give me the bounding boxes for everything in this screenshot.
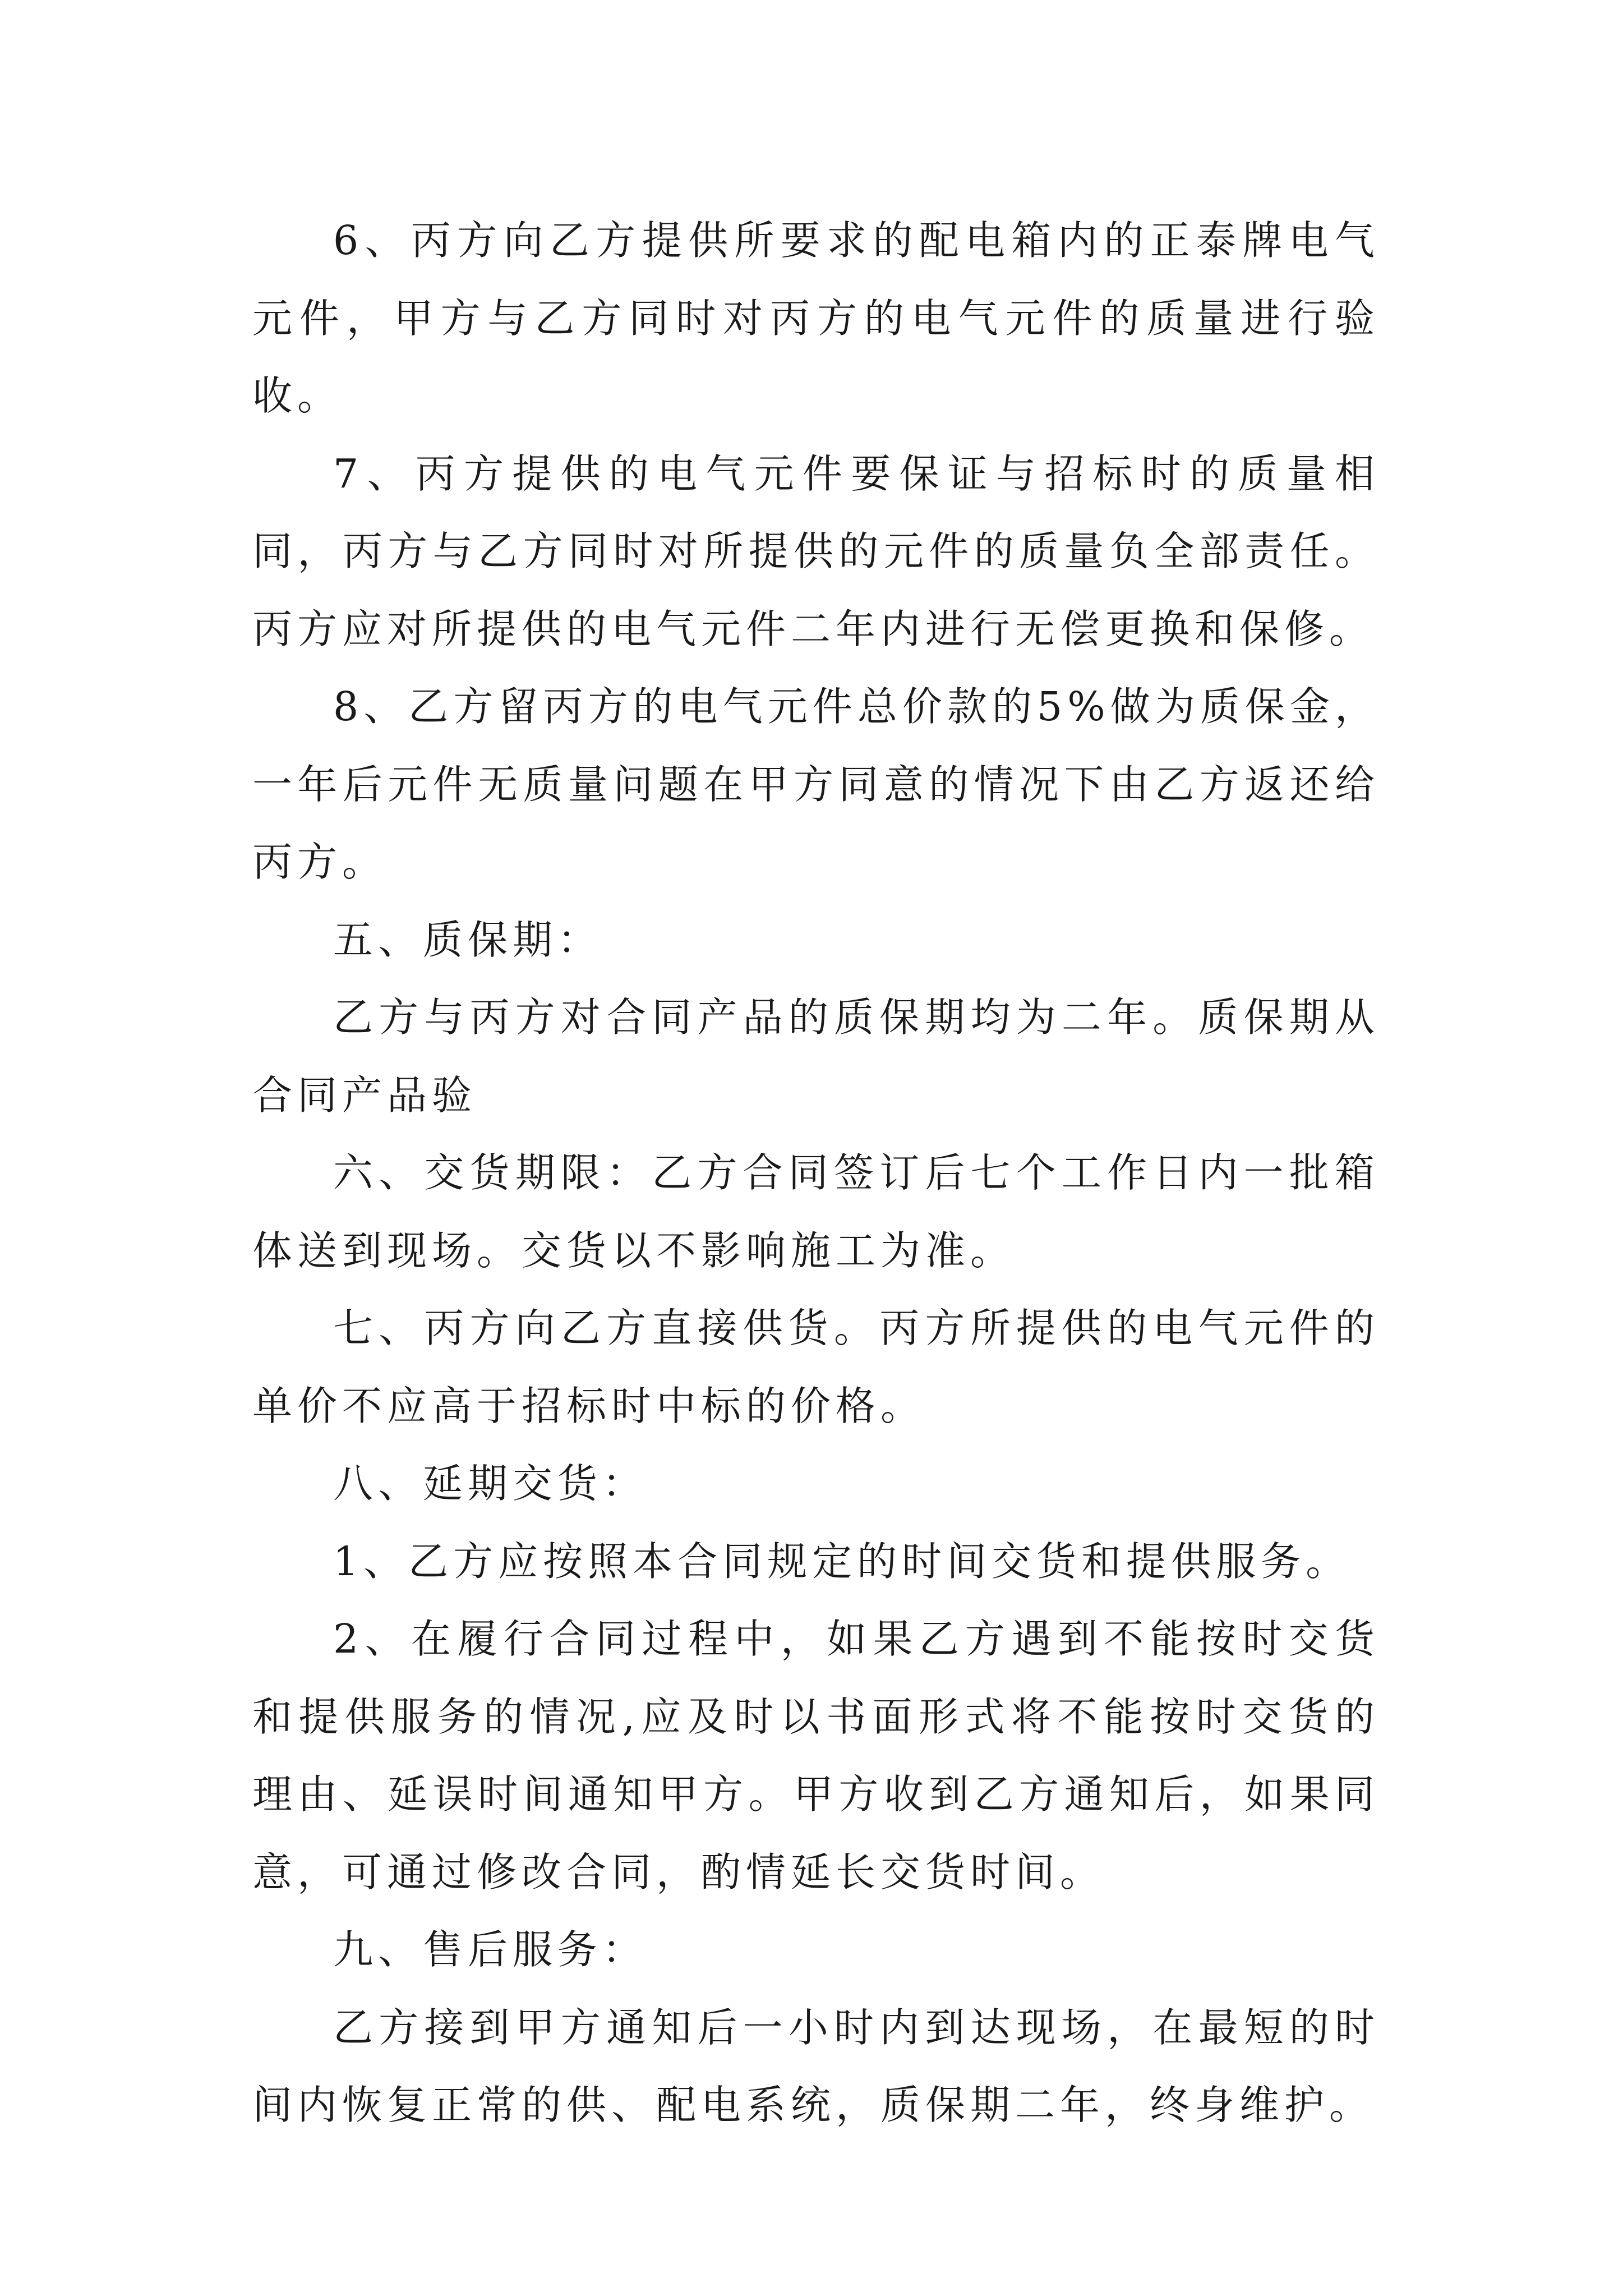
section-heading-delayed-delivery: 八、延期交货：: [333, 1460, 648, 1507]
section-direct-supply: 七、丙方向乙方直接供货。丙方所提供的电气元件的单价不应高于招标时中标的价格。: [252, 1305, 1380, 1429]
clause-7: 7、丙方提供的电气元件要保证与招标时的质量相同，丙方与乙方同时对所提供的元件的质量负全部责任。丙方应对所提供的电气元件二年内进行无偿更换和保修。: [252, 450, 1380, 652]
delayed-delivery-clause-2: 2、在履行合同过程中，如果乙方遇到不能按时交货和提供服务的情况,应及时以书面形式将不能按时交货的理由、延误时间通知甲方。甲方收到乙方通知后，如果同意，可通过修改合同，酌情延长交货时间。: [252, 1616, 1380, 1895]
section-heading-after-sales: 九、售后服务：: [333, 1926, 648, 1973]
warranty-text: 乙方与丙方对合同产品的质保期均为二年。质保期从合同产品验: [252, 994, 1380, 1119]
clause-8: 8、乙方留丙方的电气元件总价款的5%做为质保金，一年后元件无质量问题在甲方同意的情况下由乙方返还给丙方。: [252, 683, 1380, 885]
document-body: [252, 202, 1380, 2145]
after-sales-text: 乙方接到甲方通知后一小时内到达现场，在最短的时间内恢复正常的供、配电系统，质保期二年，终身维护。: [252, 2004, 1380, 2128]
clause-6: 6、丙方向乙方提供所要求的配电箱内的正泰牌电气元件，甲方与乙方同时对丙方的电气元件的质量进行验收。: [252, 217, 1380, 419]
delayed-delivery-clause-1: 1、乙方应按照本合同规定的时间交货和提供服务。: [333, 1538, 1351, 1585]
section-delivery-deadline: 六、交货期限：乙方合同签订后七个工作日内一批箱体送到现场。交货以不影响施工为准。: [252, 1149, 1380, 1274]
section-heading-warranty: 五、质保期：: [333, 916, 603, 963]
